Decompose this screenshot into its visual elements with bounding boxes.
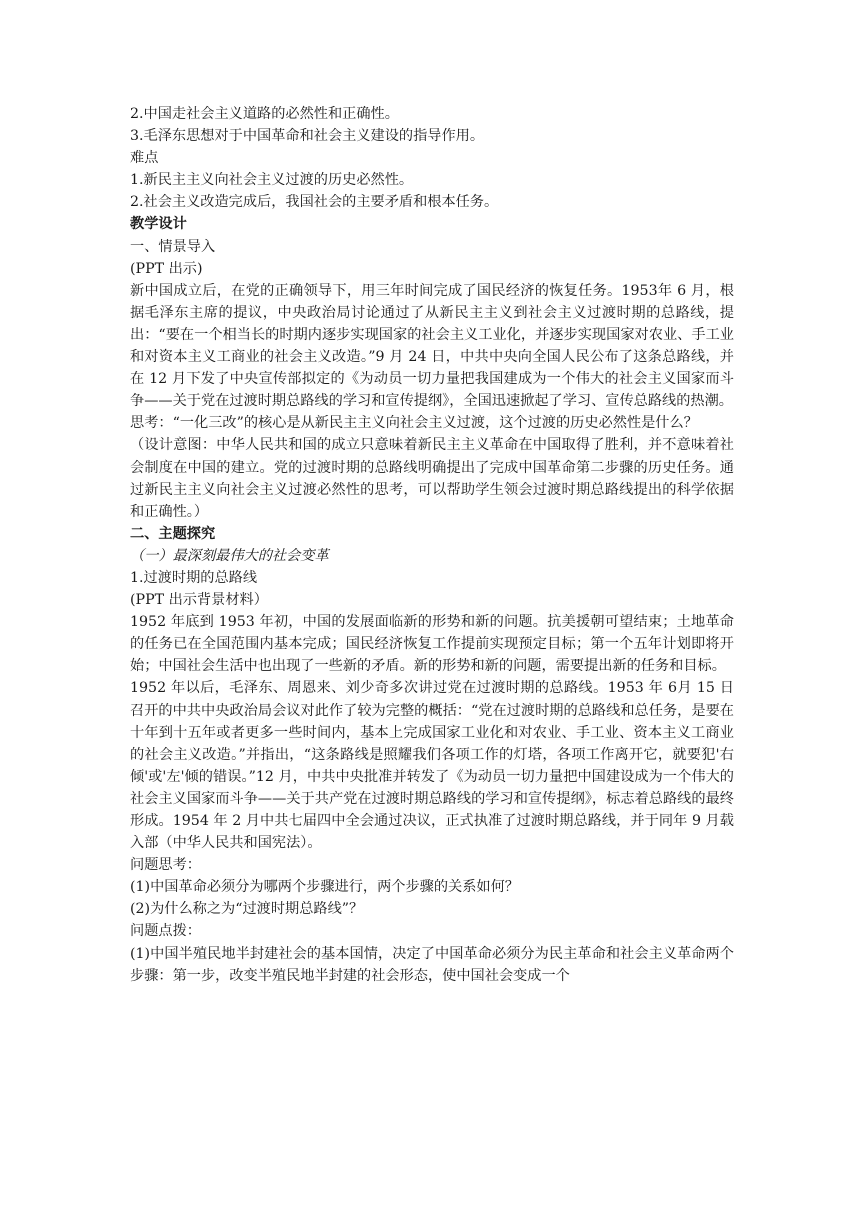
topic-heading: 1.过渡时期的总路线 [130, 569, 258, 586]
ppt-background-note: (PPT 出示背景材料） [130, 592, 268, 609]
background-paragraph: 1952 年底到 1953 年初，中国的发展面临新的形势和新的问题。抗美援朝可望结束；土地革命的任务已在全国范围内基本完成；国民经济恢复工作提前实现预定目标；第一个五年计划即将开始；中国社会生活中也出现了一些新的矛盾。新的形势和新的问题，需要提出新的任务和目标。 [130, 614, 734, 675]
difficulty-2: 2.社会主义改造完成后，我国社会的主要矛盾和根本任务。 [130, 194, 499, 211]
difficulty-1: 1.新民主主义向社会主义过渡的历史必然性。 [130, 172, 414, 189]
design-intent: （设计意图：中华人民共和国的成立只意味着新民主主义革命在中国取得了胜利，并不意味着社会制度在中国的建立。党的过渡时期的总路线明确提出了完成中国革命第二步骤的历史任务。通过新民主主义向社会主义过渡必然性的思考，可以帮助学生领会过渡时期总路线提出的科学依据和正确性。） [130, 437, 734, 520]
section-explore-heading: 二、主题探究 [130, 525, 216, 542]
question-heading: 问题思考： [130, 857, 201, 874]
ppt-note: (PPT 出示) [130, 260, 203, 277]
subsection-heading: （一）最深刻最伟大的社会变革 [130, 547, 329, 564]
difficulty-heading: 难点 [130, 150, 159, 167]
key-point-2: 2.中国走社会主义道路的必然性和正确性。 [130, 106, 399, 122]
hint-1: (1)中国半殖民地半封建社会的基本国情，决定了中国革命必须分为民主革命和社会主义革命两个步骤：第一步，改变半殖民地半封建的社会形态，使中国社会变成一个 [130, 945, 734, 984]
teaching-design-heading: 教学设计 [130, 216, 187, 233]
question-1: (1)中国革命必须分为哪两个步骤进行，两个步骤的关系如何？ [130, 879, 519, 896]
document-body [130, 103, 734, 987]
question-2: (2)为什么称之为“过渡时期总路线”？ [130, 901, 364, 918]
thinking-question: 思考：“一化三改”的核心是从新民主主义向社会主义过渡，这个过渡的历史必然性是什么？ [130, 415, 698, 432]
hint-heading: 问题点拨： [130, 923, 201, 940]
intro-paragraph: 新中国成立后，在党的正确领导下，用三年时间完成了国民经济的恢复任务。1953年 6 月，根据毛泽东主席的提议，中央政治局讨论通过了从新民主主义到社会主义过渡时期的总路线，提出：“要在一个相当长的时期内逐步实现国家的社会主义工业化，并逐步实现国家对农业、手工业和对资本主义工商业的社会主义改造。”9 月 24 日，中共中央向全国人民公布了这条总路线，并在 12 月下发了中央宣传部拟定的《为动员一切力量把我国建成为一个伟大的社会主义国家而斗争——关于党在过渡时期总路线的学习和宣传提纲》，全国迅速掀起了学习、宣传总路线的热潮。 [130, 282, 734, 410]
section-intro-heading: 一、情景导入 [130, 238, 216, 255]
general-line-paragraph: 1952 年以后，毛泽东、周恩来、刘少奇多次讲过党在过渡时期的总路线。1953 年 6月 15 日召开的中共中央政治局会议对此作了较为完整的概括：“党在过渡时期的总路线和总任务，是要在十年到十五年或者更多一些时间内，基本上完成国家工业化和对农业、手工业、资本主义工商业的社会主义改造。”并指出，“这条路线是照耀我们各项工作的灯塔，各项工作离开它，就要犯'右倾'或'左'倾的错误。”12 月，中共中央批准并转发了《为动员一切力量把中国建设成为一个伟大的社会主义国家而斗争——关于共产党在过渡时期总路线的学习和宣传提纲》，标志着总路线的最终形成。1954 年 2 月中共七届四中全会通过决议，正式执准了过渡时期总路线，并于同年 9 月载入部（中华人民共和国宪法）。 [130, 680, 734, 852]
key-point-3: 3.毛泽东思想对于中国革命和社会主义建设的指导作用。 [130, 128, 485, 145]
